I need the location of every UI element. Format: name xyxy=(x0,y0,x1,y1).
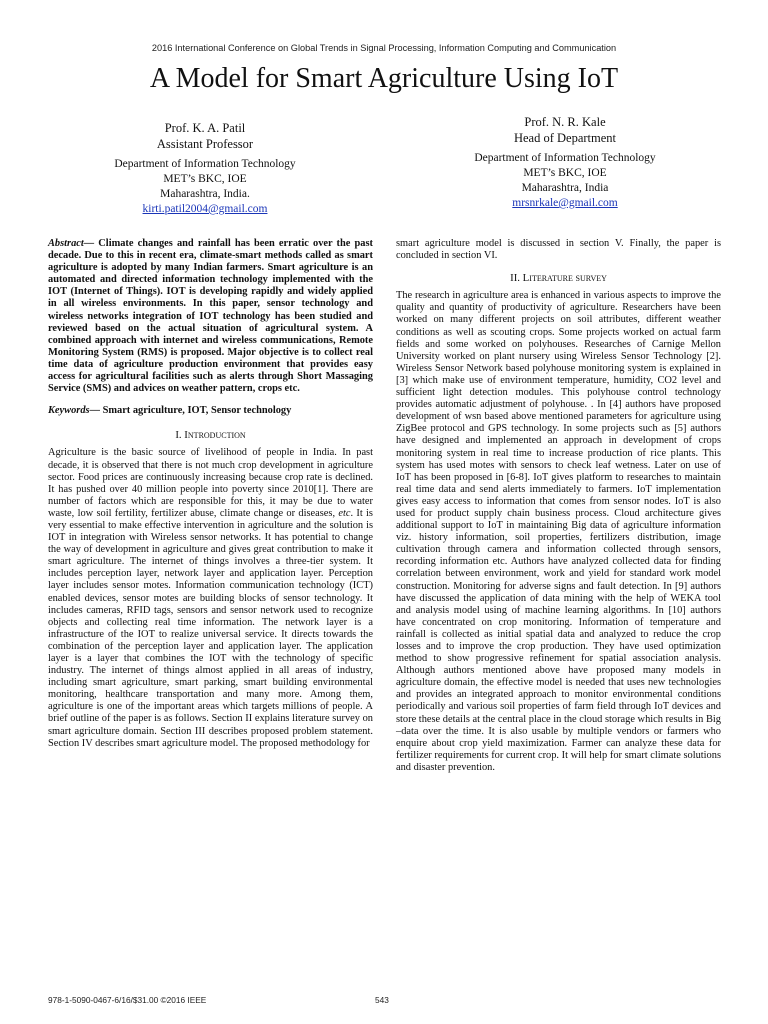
keywords-label: Keywords— xyxy=(48,405,100,417)
author-institute: MET’s BKC, IOE xyxy=(163,173,247,185)
page-number: 543 xyxy=(375,995,389,1005)
author-role: Head of Department xyxy=(513,131,617,145)
conference-header: 2016 International Conference on Global Trends in Signal Processing, Information Computing and Communication xyxy=(151,43,617,53)
author-role: Assistant Professor xyxy=(156,137,254,151)
footer-copyright: 978-1-5090-0467-6/16/$31.00 ©2016 IEEE xyxy=(48,995,207,1005)
intro-text-part-b: . It is very essential to make effective intervention in agriculture and the solution is IOT in integration with Wireless sensor networks. It has potential to change the way of development in agriculture and gives great contribution to make it smart agriculture. The internet of things involves a three-tier system. It includes perception layer, network layer and application layer. Perception layer includes sensor motes. Information communication technology (ICT) enabled devices, sensor motes are building blocks of sensor technology. It includes cameras, RFID tags, sensors and sensor network used to recognize objects and collecting real time information. The network layer is a infrastructure of the IOT to realize universal service. It directs towards the combination of the perception layer and application layer. The application layer is a layer that combines the IOT with the technology of specific industry. The internet of things almost applied in all areas of industry, including smart agriculture, smart parking, smart building environmental monitoring, healthcare transportation and many more. Among them, agriculture is one of the important areas which targets millions of people. A brief outline of the paper is as follows. Section II explains literature survey on smart agriculture domain. Section III describes proposed problem statement. Section IV describes smart agriculture model. The proposed methodology for xyxy=(48,507,373,749)
keywords xyxy=(48,405,373,417)
author-department: Department of Information Technology xyxy=(114,158,296,170)
author-location: Maharashtra, India xyxy=(521,182,609,194)
left-column xyxy=(48,238,373,750)
section-heading-introduction: I. Introduction xyxy=(175,429,246,442)
author-email-link[interactable]: mrsnrkale@gmail.com xyxy=(512,197,618,209)
author-name: Prof. N. R. Kale xyxy=(524,115,606,129)
abstract-text: Climate changes and rainfall has been erratic over the past decade. Due to this in recent era, climate-smart methods called as smart agriculture is adopted by many Indian farmers. Smart agriculture is an automated and directed information technology implemented with the IOT (Internet of Things). IOT is developing rapidly and widely applied in all wireless environments. In this paper, sensor technology and wireless networks integration of IOT technology has been studied and reviewed based on the actual situation of agricultural system. A combined approach with internet and wireless communications, Remote Monitoring System (RMS) is proposed. Major objective is to collect real time data of agriculture production environment that provides easy access for agricultural facilities such as alerts through Short Massaging Service (SMS) and advices on weather pattern, crops etc. xyxy=(48,238,373,395)
abstract-label: Abstract— xyxy=(48,238,95,249)
intro-text-etc: etc xyxy=(338,507,351,519)
introduction-continued-text: smart agriculture model is discussed in section V. Finally, the paper is concluded in section VI. xyxy=(396,238,721,262)
author-block-2 xyxy=(455,114,675,211)
author-name: Prof. K. A. Patil xyxy=(164,121,246,135)
paper-title: A Model for Smart Agriculture Using IoT xyxy=(149,63,619,94)
keywords-text: Smart agriculture, IOT, Sensor technology xyxy=(99,405,292,417)
literature-survey-text: The research in agriculture area is enhanced in various aspects to improve the quality and quantity of productivity of agriculture. Researchers have been worked on many different projects on soil attributes, different weather conditions as well as scouting crops. Some projects worked on actual farm fields and some worked on polyhouses. Researches of Carnige Mellon University worked on plant nursery using Wireless Sensor Technology [2]. Wireless Sensor Network based polyhouse monitoring system is explained in [3] which make use of environment temperature, humidity, CO2 level and sufficient light detection modules. This polyhouse control technology provides automatic adjustment of polyhouse. . In [4] authors have proposed development of wsn based above mentioned parameters for agriculture using ZigBee protocol and GPS technology. In some projects such as [5] authors have designed and implemented an approach in development of crops monitoring system in real time to increase production of rice plants. This system has used motes with sensors to check leaf wetness. Later on use of IoT has been proposed in [6-8]. IoT gives platform to researches to maintain real time data and send alerts immediately to farmers. IoT implementation gives easy access to information that comes from sensor nodes. IoT is also used for product supply chain business process. Cloud architecture gives additional support to IoT in maintaining Big data of agriculture information viz. history information, soil properties, fertilizers distribution, image cultivation through camera and information collected through sensors, recording information etc. Authors have analyzed collected data for finding correlation between environment, work and yield for standard work model construction. Monitoring for adverse signs and fault detection. In [9] authors have discussed the application of data mining with the help of WEKA tool and analysis model using of machine learning algorithms. In [10] authors have concentrated on crop monitoring. Information of temperature and rainfall is collected as initial spatial data and analyzed to reduce the crop losses and to improve the crop production. They have used optimization method to show progressive refinement for spatial association analysis. Although authors mentioned above have proposed many models in agriculture domain, the effective model is needed that uses new technologies and provides an integrated approach to monitor environmental conditions periodically and various soil properties of farm field through IoT devices and store these details at the central place in the cloud storage which results in Big –data over the time. It is also usable by multiple vendors or farmers who enquire about crop yield maximization. Farmer can analyze these data for fertilizer requirements for current crop. It will help for smart climate solutions and disaster prevention. xyxy=(396,290,721,773)
author-block-1 xyxy=(95,120,315,217)
introduction-text xyxy=(48,447,373,749)
author-department: Department of Information Technology xyxy=(474,152,656,164)
right-column xyxy=(396,238,721,774)
abstract xyxy=(48,238,373,395)
author-email-link[interactable]: kirti.patil2004@gmail.com xyxy=(142,203,268,215)
intro-text-part-a: Agriculture is the basic source of livelihood of people in India. In past decade, it is observed that there is not much crop development in agriculture sector. Food prices are continuously increasing because crop rate is declined. It has pushed over 40 million people into poverty since 2010[1]. There are number of factors which are responsible for this, it may be due to water waste, low soil fertility, fertilizer abuse, climate change or diseases, xyxy=(48,447,373,519)
author-institute: MET’s BKC, IOE xyxy=(523,167,607,179)
section-heading-literature-survey: II. Literature survey xyxy=(510,272,607,285)
author-location: Maharashtra, India. xyxy=(160,188,250,200)
